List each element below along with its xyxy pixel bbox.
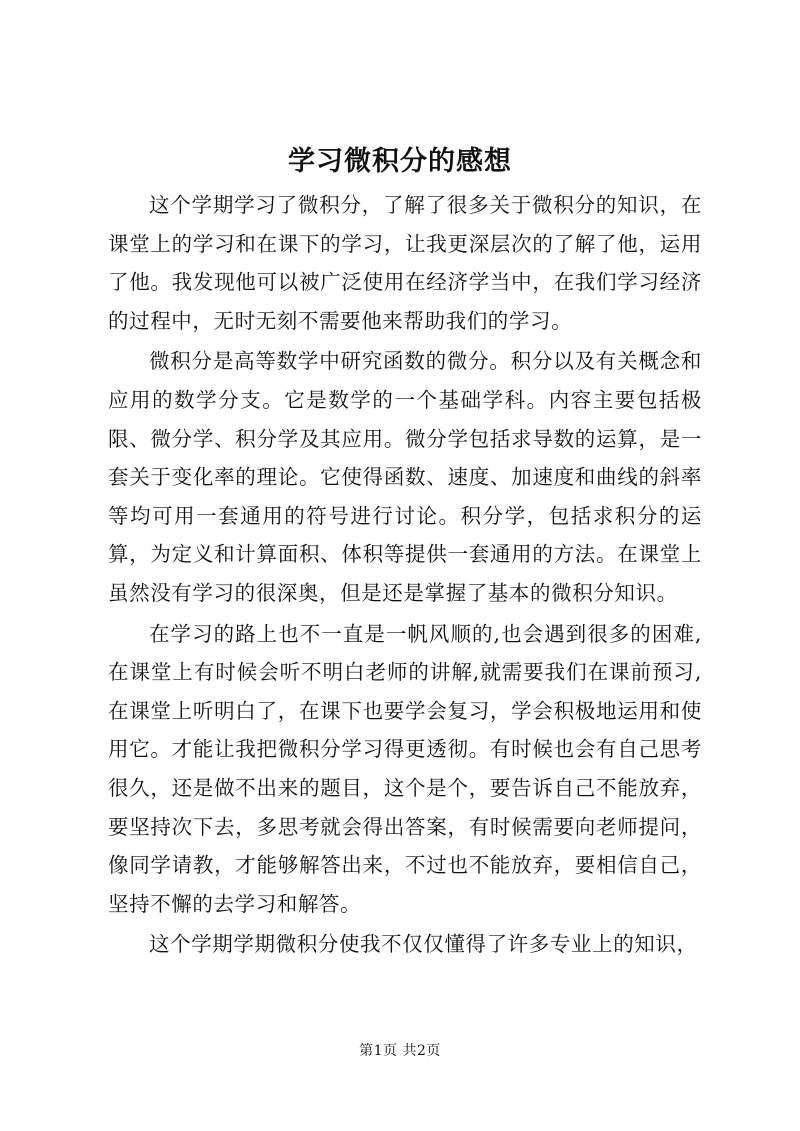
paragraph-2: 微积分是高等数学中研究函数的微分。积分以及有关概念和应用的数学分支。它是数学的一个基础学科。内容主要包括极限、微分学、积分学及其应用。微分学包括求导数的运算，是一套关于变化率的理论。它使得函数、速度、加速度和曲线的斜率等均可用一套通用的符号进行讨论。积分学，包括求积分的运算，为定义和计算面积、体积等提供一套通用的方法。在课堂上虽然没有学习的很深奥，但是还是掌握了基本的微积分知识。 xyxy=(108,349,702,605)
paragraph-3: 在学习的路上也不一直是一帆风顺的,也会遇到很多的困难,在课堂上有时候会听不明白老师的讲解,就需要我们在课前预习,在课堂上听明白了，在课下也要学会复习，学会积极地运用和使用它。才能让我把微积分学习得更透彻。有时候也会有自己思考很久，还是做不出来的题目，这个是个，要告诉自己不能放弃，要坚持次下去，多思考就会得出答案，有时候需要向老师提问，像同学请教，才能够解答出来，不过也不能放弃，要相信自己，坚持不懈的去学习和解答。 xyxy=(108,621,702,916)
paragraph-1: 这个学期学习了微积分，了解了很多关于微积分的知识，在课堂上的学习和在课下的学习，让我更深层次的了解了他，运用了他。我发现他可以被广泛使用在经济学当中，在我们学习经济的过程中，无时无刻不需要他来帮助我们的学习。 xyxy=(108,193,702,333)
page-number-footer: 第1页 共2页 xyxy=(359,1043,441,1059)
paragraph-4: 这个学期学期微积分使我不仅仅懂得了许多专业上的知识， xyxy=(149,932,698,957)
document-body xyxy=(108,186,702,966)
document-title: 学习微积分的感想 xyxy=(288,146,512,177)
